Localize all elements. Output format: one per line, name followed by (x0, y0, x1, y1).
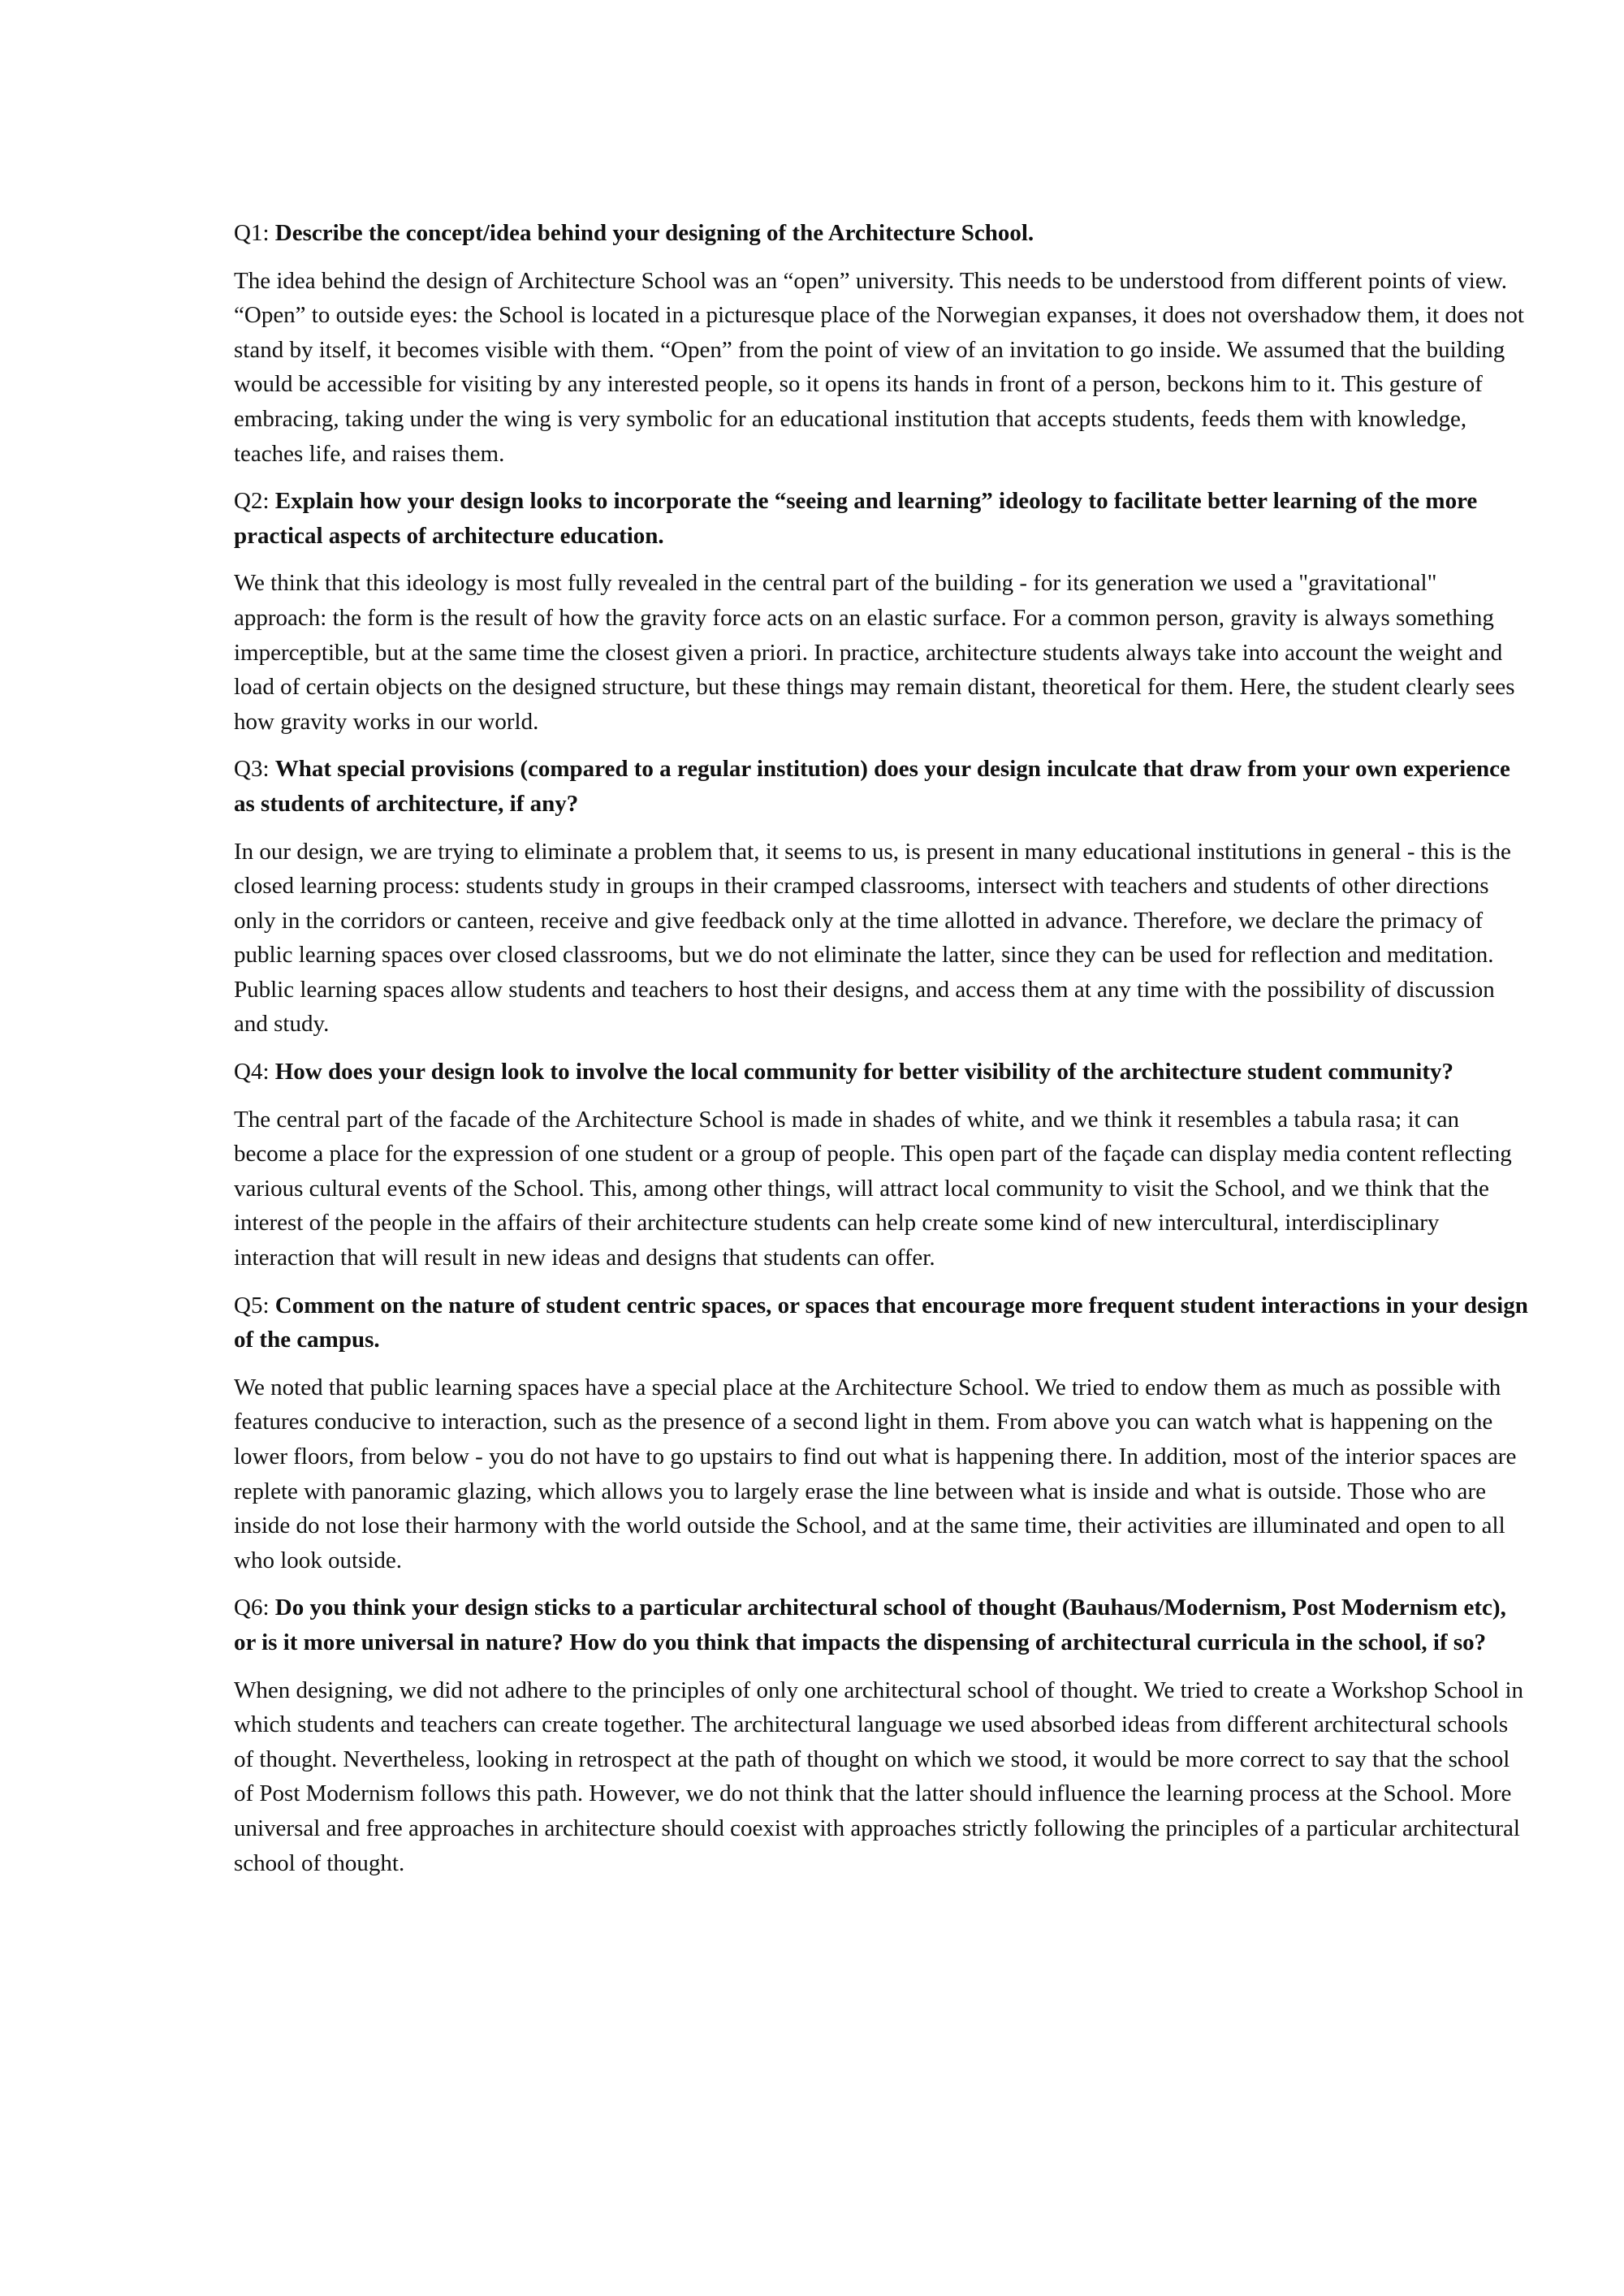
qa-block-5 (234, 1288, 1528, 1578)
qa-block-6 (234, 1590, 1528, 1880)
question-6 (234, 1590, 1528, 1659)
question-number: Q5: (234, 1292, 270, 1318)
question-number: Q2: (234, 488, 270, 515)
answer-6: When designing, we did not adhere to the principles of only one architectural school of thought. We tried to create a Workshop School in which students and teachers can create together. The architectural language we used absorbed ideas from different architectural schools of thought. Nevertheless, looking in retrospect at the path of thought on which we stood, it would be more correct to say that the school of Post Modernism follows this path. However, we do not think that the latter should influence the learning process at the School. More universal and free approaches in architecture should coexist with approaches strictly following the principles of a particular architectural school of thought. (234, 1677, 1524, 1876)
question-number: Q1: (234, 220, 270, 246)
question-text: How does your design look to involve the local community for better visibility of the architecture student community? (274, 1059, 1454, 1085)
question-number: Q3: (234, 756, 270, 783)
qa-block-4 (234, 1055, 1528, 1275)
question-text: Explain how your design looks to incorporate the “seeing and learning” ideology to facilitate better learning of the more practical aspects of architecture education. (234, 488, 1478, 549)
qa-block-2 (234, 484, 1528, 739)
question-text: Describe the concept/idea behind your designing of the Architecture School. (274, 220, 1034, 246)
answer-4: The central part of the facade of the Architecture School is made in shades of white, and we think it resembles a tabula rasa; it can become a place for the expression of one student or a group of people. This open part of the façade can display media content reflecting various cultural events of the School. This, among other things, will attract local community to visit the School, and we think that the interest of the people in the affairs of their architecture students can help create some kind of new intercultural, interdisciplinary interaction that will result in new ideas and designs that students can offer. (234, 1106, 1512, 1271)
qa-block-1 (234, 216, 1528, 471)
question-text: Do you think your design sticks to a particular architectural school of thought (Bauhaus/Modernism, Post Modernism etc), or is it more universal in nature? How do you think that impacts the dispensing of architectural curricula in the school, if so? (234, 1595, 1506, 1655)
answer-3: In our design, we are trying to eliminate a problem that, it seems to us, is present in many educational institutions in general - this is the closed learning process: students study in groups in their cramped classrooms, intersect with teachers and students of other directions only in the corridors or canteen, receive and give feedback only at the time allotted in advance. Therefore, we declare the primacy of public learning spaces over closed classrooms, but we do not eliminate the latter, since they can be used for reflection and meditation. Public learning spaces allow students and teachers to host their designs, and access them at any time with the possibility of discussion and study. (234, 838, 1511, 1038)
question-3 (234, 752, 1528, 821)
question-1 (234, 216, 1528, 251)
document-page (234, 216, 1528, 1893)
question-4 (234, 1055, 1528, 1090)
answer-5: We noted that public learning spaces have a special place at the Architecture School. We tried to endow them as much as possible with features conducive to interaction, such as the presence of a second light in them. From above you can watch what is happening on the lower floors, from below - you do not have to go upstairs to find out what is happening there. In addition, most of the interior spaces are replete with panoramic glazing, which allows you to largely erase the line between what is inside and what is outside. Those who are inside do not lose their harmony with the world outside the School, and at the same time, their activities are illuminated and open to all who look outside. (234, 1374, 1517, 1573)
question-text: Comment on the nature of student centric spaces, or spaces that encourage more frequent student interactions in your design of the campus. (234, 1292, 1528, 1353)
question-5 (234, 1288, 1528, 1357)
question-number: Q6: (234, 1595, 270, 1621)
answer-1: The idea behind the design of Architecture School was an “open” university. This needs to be understood from different points of view. “Open” to outside eyes: the School is located in a picturesque place of the Norwegian expanses, it does not overshadow them, it does not stand by itself, it becomes visible with them. “Open” from the point of view of an invitation to go inside. We assumed that the building would be accessible for visiting by any interested people, so it opens its hands in front of a person, beckons him to it. This gesture of embracing, taking under the wing is very symbolic for an educational institution that accepts students, feeds them with knowledge, teaches life, and raises them. (234, 267, 1524, 467)
question-text: What special provisions (compared to a regular institution) does your design inculcate that draw from your own experience as students of architecture, if any? (234, 756, 1510, 817)
answer-2: We think that this ideology is most fully revealed in the central part of the building - for its generation we used a "gravitational" approach: the form is the result of how the gravity force acts on an elastic surface. For a common person, gravity is always something imperceptible, but at the same time the closest given a priori. In practice, architecture students always take into account the weight and load of certain objects on the designed structure, but these things may remain distant, theoretical for them. Here, the student clearly sees how gravity works in our world. (234, 570, 1515, 735)
question-2 (234, 484, 1528, 553)
qa-block-3 (234, 752, 1528, 1042)
question-number: Q4: (234, 1059, 270, 1085)
